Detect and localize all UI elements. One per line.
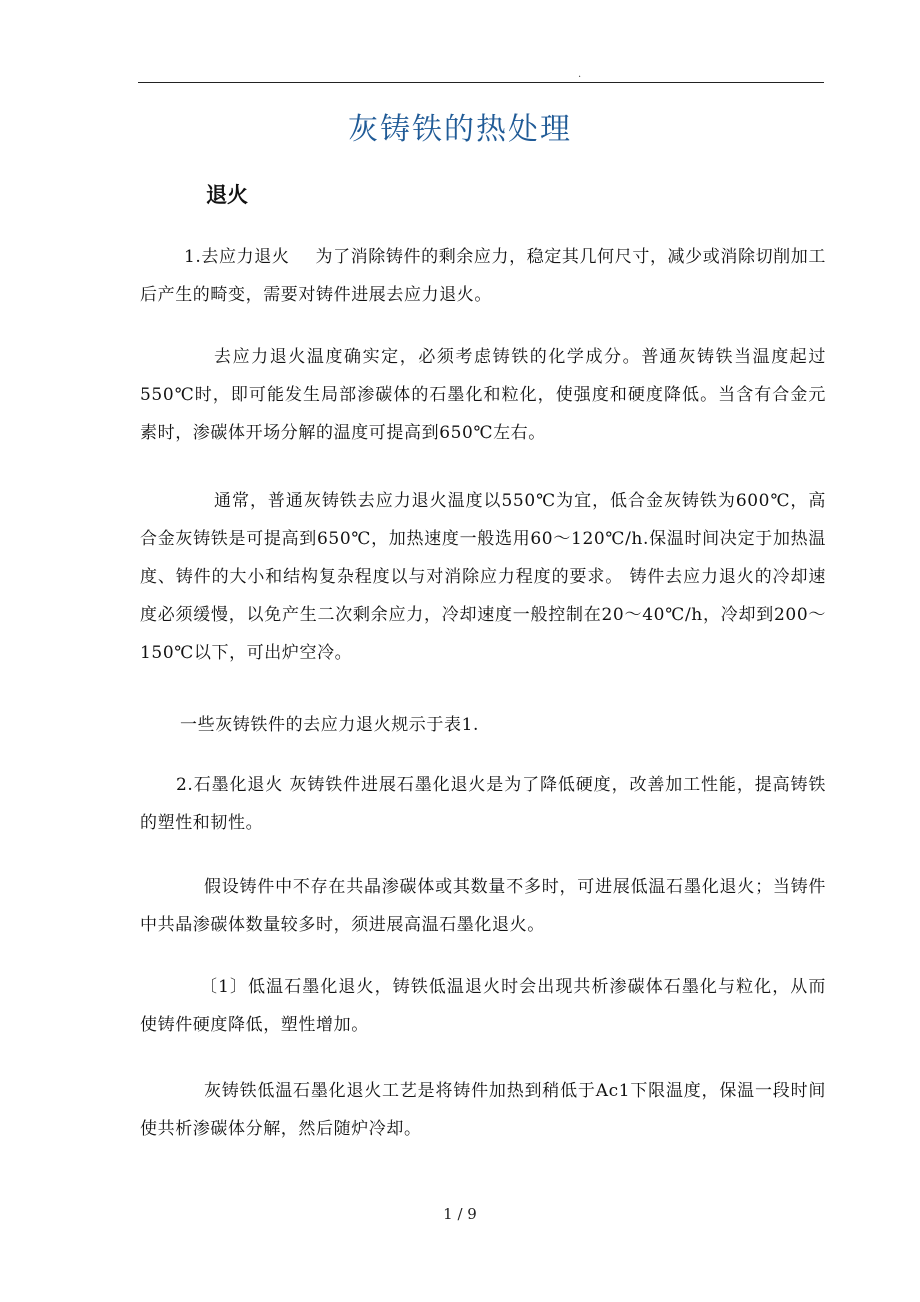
paragraph-low-temp-process: 灰铸铁低温石墨化退火工艺是将铸件加热到稍低于Ac1下限温度，保温一段时间使共析渗碳体分解，然后随炉冷却。 (140, 1081, 826, 1139)
paragraph-annealing-choice: 假设铸件中不存在共晶渗碳体或其数量不多时，可进展低温石墨化退火；当铸件中共晶渗碳体数量较多时，须进展高温石墨化退火。 (140, 877, 826, 935)
header-mark: . (578, 69, 582, 80)
paragraph-label-stress-relief: 1.去应力退火 (184, 247, 290, 267)
paragraph-table-reference: 一些灰铸铁件的去应力退火规示于表1. (180, 715, 480, 735)
section-heading-annealing: 退火 (206, 183, 248, 207)
paragraph-low-temp-graphitizing: 〔1〕低温石墨化退火，铸铁低温退火时会出现共析渗碳体石墨化与粒化，从而使铸件硬度降低，塑性增加。 (140, 977, 826, 1035)
paragraph-stress-relief-intro (140, 238, 826, 314)
paragraph-graphitizing-annealing: 2.石墨化退火 灰铸铁件进展石墨化退火是为了降低硬度，改善加工性能，提高铸铁的塑性和韧性。 (140, 775, 826, 833)
paragraph-typical-parameters: 通常，普通灰铸铁去应力退火温度以550℃为宜，低合金灰铸铁为600℃，高合金灰铸铁是可提高到650℃，加热速度一般选用60～120℃/h.保温时间决定于加热温度、铸件的大小和结构复杂程度以与对消除应力程度的要求。 铸件去应力退火的冷却速度必须缓慢，以免产生二次剩余应力，冷却速度一般控制在20～40℃/h，冷却到200～150℃以下，可出炉空冷。 (140, 491, 826, 663)
paragraph-text-stress-relief: 为了消除铸件的剩余应力，稳定其几何尺寸，减少或消除切削加工后产生的畸变，需要对铸件进展去应力退火。 (140, 247, 826, 305)
paragraph-temperature-determination: 去应力退火温度确实定，必须考虑铸铁的化学成分。普通灰铸铁当温度起过550℃时，即可能发生局部渗碳体的石墨化和粒化，使强度和硬度降低。当含有合金元素时，渗碳体开场分解的温度可提高到650℃左右。 (140, 347, 826, 443)
header-rule (138, 82, 824, 83)
document-title: 灰铸铁的热处理 (348, 112, 572, 147)
page-number: 1 / 9 (443, 1205, 477, 1223)
